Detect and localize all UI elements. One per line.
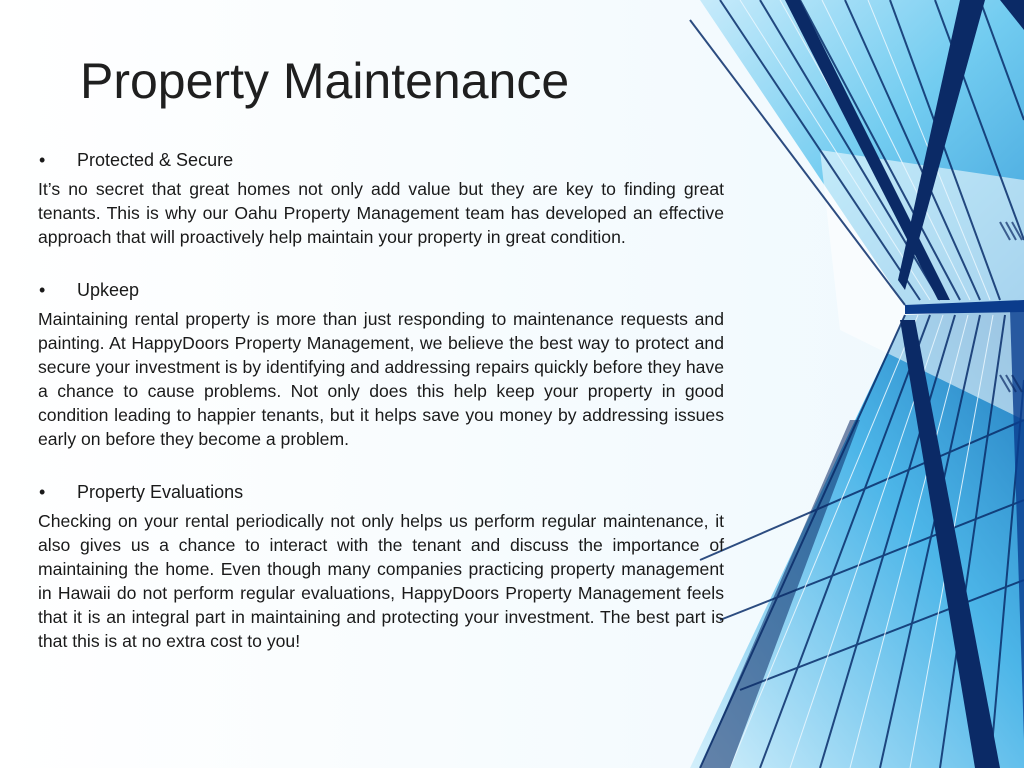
bullet-dot-icon: • <box>39 150 46 170</box>
bullet-dot-icon: • <box>39 280 46 300</box>
content-body <box>38 149 724 653</box>
section-paragraph: Maintaining rental property is more than just responding to maintenance requests and painting. At HappyDoors Property Management, we believe the best way to protect and secure your investment is by identifying and addressing repairs quickly before they have a chance to cause problems. Not only does this help keep your property in good condition leading to happier tenants, but it helps save you money by addressing issues early on before they become a problem. <box>38 309 724 449</box>
bullet-dot-icon: • <box>39 482 46 502</box>
section-protected-secure <box>38 149 724 249</box>
bullet-heading <box>38 279 724 301</box>
bullet-label: Property Evaluations <box>77 482 244 502</box>
bullet-label: Protected & Secure <box>77 150 234 170</box>
slide-title: Property Maintenance <box>80 53 570 109</box>
section-upkeep <box>38 279 724 451</box>
bullet-heading <box>38 149 724 171</box>
section-paragraph: Checking on your rental periodically not only helps us perform regular maintenance, it also gives us a chance to interact with the tenant and discuss the importance of maintaining the home. Even though many companies practicing property management in Hawaii do not perform regular evaluations, HappyDoors Property Management feels that it is an integral part in maintaining and protecting your investment. The best part is that this is at no extra cost to you! <box>38 511 724 651</box>
bullet-label: Upkeep <box>77 280 140 300</box>
section-property-evaluations <box>38 481 724 653</box>
section-paragraph: It’s no secret that great homes not only add value but they are key to finding great tenants. This is why our Oahu Property Management team has developed an effective approach that will proactively help maintain your property in great condition. <box>38 179 724 247</box>
bullet-heading <box>38 481 724 503</box>
